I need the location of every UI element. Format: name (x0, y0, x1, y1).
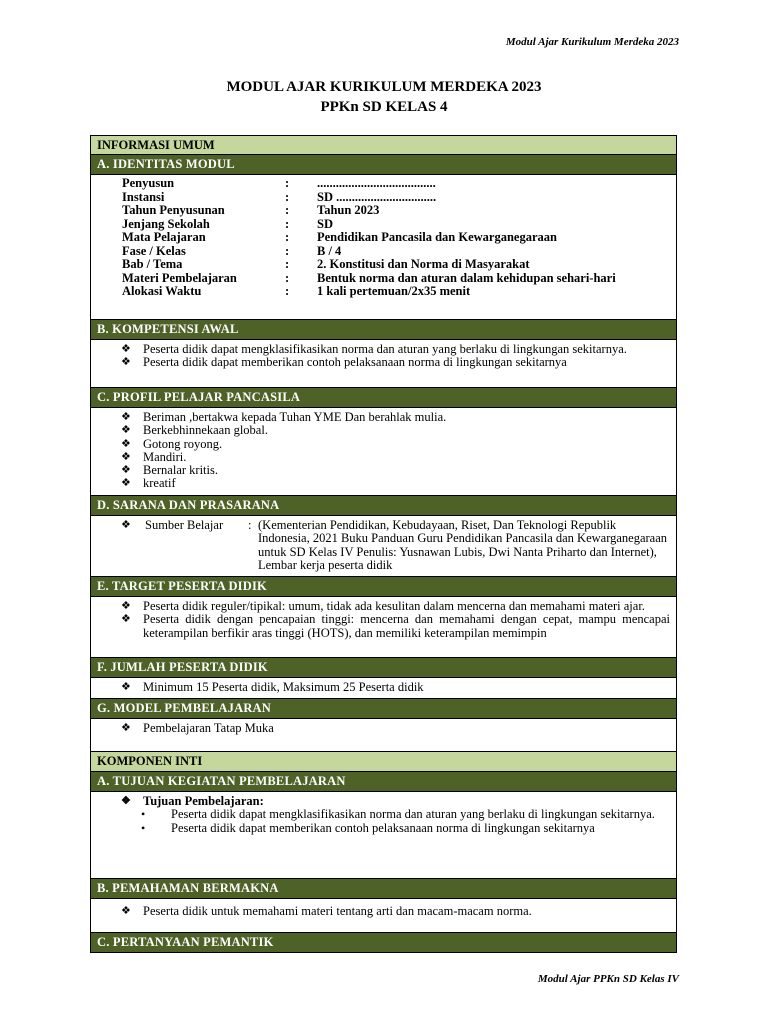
list-item: • Peserta didik dapat mengklasifikasikan norma dan aturan yang berlaku di lingkungan sekitarnya. (141, 807, 655, 822)
diamond-bullet-icon: ❖ (121, 450, 131, 463)
running-header: Modul Ajar Kurikulum Merdeka 2023 (505, 36, 679, 48)
identitas-row: Tahun Penyusunan : Tahun 2023 (122, 203, 380, 217)
list-item: • Peserta didik dapat memberikan contoh pelaksanaan norma di lingkungan sekitarnya (141, 820, 595, 835)
profil-body (90, 408, 677, 496)
list-item: ❖ Beriman ,bertakwa kepada Tuhan YME Dan berahlak mulia. (121, 410, 447, 424)
heading-pemahaman-bermakna: B. PEMAHAMAN BERMAKNA (90, 879, 677, 899)
list-item: ❖ Minimum 15 Peserta didik, Maksimum 25 Peserta didik (121, 680, 424, 694)
running-footer: Modul Ajar PPKn SD Kelas IV (537, 973, 679, 985)
diamond-bullet-icon: ❖ (121, 356, 131, 369)
identitas-body (90, 175, 677, 320)
sumber-belajar-label: Sumber Belajar (145, 518, 224, 532)
heading-jumlah-peserta: F. JUMLAH PESERTA DIDIK (90, 658, 677, 678)
diamond-bullet-icon: ❖ (121, 464, 131, 477)
heading-identitas-modul: A. IDENTITAS MODUL (90, 155, 677, 175)
sarana-body: ❖ Sumber Belajar : (Kementerian Pendidikan, Kebudayaan, Riset, Dan Teknologi Republik Indonesia, 2021 Buku Panduan Guru Pendidikan Pancasila dan Kewarganegaraan untuk SD Kelas IV Penulis: Yusnawan Lubis, Dwi Nanta Priharto dan Internet), Lembar kerja peserta didik (90, 516, 677, 577)
kompetensi-body (90, 340, 677, 388)
heading-kompetensi-awal: B. KOMPETENSI AWAL (90, 320, 677, 340)
heading-profil-pelajar: C. PROFIL PELAJAR PANCASILA (90, 388, 677, 408)
heading-sarana-prasarana: D. SARANA DAN PRASARANA (90, 496, 677, 516)
diamond-bullet-icon: ❖ (121, 600, 131, 612)
document-subtitle: PPKn SD KELAS 4 (320, 99, 448, 115)
heading-model-pembelajaran: G. MODEL PEMBELAJARAN (90, 699, 677, 719)
model-body (90, 719, 677, 752)
pemahaman-body (90, 899, 677, 933)
list-item: ❖ Gotong royong. (121, 436, 223, 451)
tujuan-body (90, 792, 677, 879)
identitas-row: Penyusun : ...................................... (122, 176, 436, 190)
diamond-bullet-icon: ❖ (121, 613, 131, 626)
identitas-row: Instansi : SD ................................ (122, 189, 437, 204)
diamond-bullet-icon: ❖ (121, 437, 131, 450)
identitas-row: Alokasi Waktu : 1 kali pertemuan/2x35 menit (122, 284, 471, 298)
diamond-bullet-icon: ❖ (121, 905, 131, 917)
diamond-bullet-icon: ❖ (121, 477, 131, 490)
section-komponen-inti: KOMPONEN INTI (90, 752, 677, 772)
heading-pertanyaan-pemantik: C. PERTANYAAN PEMANTIK (90, 933, 677, 953)
dot-bullet-icon: • (141, 807, 146, 822)
dot-bullet-icon: • (141, 820, 146, 835)
list-item: ❖ Peserta didik dengan pencapaian tinggi: mencerna dan memahami dengan cepat, mampu mencapai keterampilan berfikir aras tinggi (HOTS), dan memiliki keterampilan memimpin (121, 612, 670, 640)
identitas-row: Mata Pelajaran : Pendidikan Pancasila dan Kewarganegaraan (122, 230, 557, 244)
list-item: ❖ Peserta didik reguler/tipikal: umum, tidak ada kesulitan dalam mencerna dan memahami materi ajar. (121, 599, 645, 613)
identitas-row: Fase / Kelas : B / 4 (122, 243, 342, 258)
identitas-row: Bab / Tema : 2. Konstitusi dan Norma di Masyarakat (122, 257, 530, 271)
heading-target-peserta: E. TARGET PESERTA DIDIK (90, 577, 677, 597)
diamond-bullet-icon: ❖ (121, 681, 131, 693)
diamond-bullet-icon: ❖ (121, 722, 131, 734)
list-item: ❖ Mandiri. (121, 449, 187, 464)
diamond-bullet-icon: ❖ (121, 519, 131, 531)
list-item: ❖ Peserta didik dapat memberikan contoh pelaksanaan norma di lingkungan sekitarnya (121, 355, 567, 370)
diamond-bullet-icon: ❖ (121, 343, 131, 355)
jumlah-body (90, 678, 677, 699)
list-item: ❖ Pembelajaran Tatap Muka (121, 721, 274, 735)
target-body (90, 597, 677, 658)
diamond-bullet-icon: ❖ (121, 795, 131, 807)
list-item: ❖ Peserta didik dapat mengklasifikasikan norma dan aturan yang berlaku di lingkungan sekitarnya. (121, 342, 627, 356)
diamond-bullet-icon: ❖ (121, 424, 131, 437)
module-table (90, 135, 677, 953)
section-informasi-umum: INFORMASI UMUM (90, 135, 677, 155)
list-item: ❖ kreatif (121, 476, 176, 491)
sumber-belajar-text: (Kementerian Pendidikan, Kebudayaan, Riset, Dan Teknologi Republik Indonesia, 2021 Buku Panduan Guru Pendidikan Pancasila dan Kewarganegaraan untuk SD Kelas IV Penulis: Yusnawan Lubis, Dwi Nanta Priharto dan Internet), Lembar kerja peserta didik (258, 518, 668, 572)
list-item: ❖ Peserta didik untuk memahami materi tentang arti dan macam-macam norma. (121, 904, 532, 918)
list-item: ❖ Berkebhinnekaan global. (121, 423, 268, 438)
diamond-bullet-icon: ❖ (121, 411, 131, 423)
document-title: MODUL AJAR KURIKULUM MERDEKA 2023 (226, 79, 542, 95)
list-item: ❖ Bernalar kritis. (121, 463, 218, 478)
identitas-row: Materi Pembelajaran : Bentuk norma dan aturan dalam kehidupan sehari-hari (122, 270, 616, 285)
list-item: ❖ Tujuan Pembelajaran: (121, 794, 264, 808)
heading-tujuan-kegiatan: A. TUJUAN KEGIATAN PEMBELAJARAN (90, 772, 677, 792)
identitas-row: Jenjang Sekolah : SD (122, 216, 333, 231)
